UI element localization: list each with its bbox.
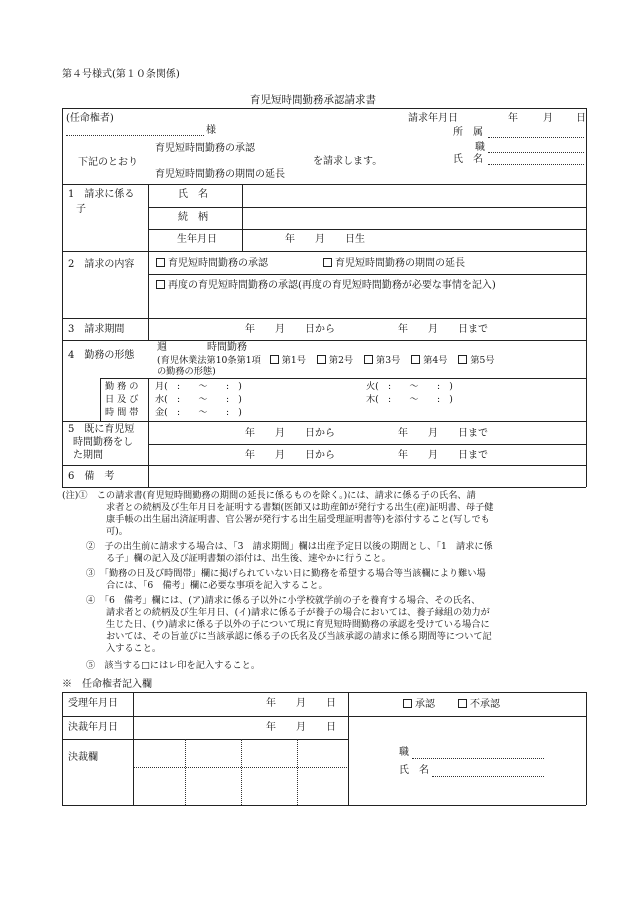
go2-option[interactable]: [317, 355, 353, 366]
schedule-friday[interactable]: 金( : 〜 : ): [155, 407, 242, 418]
child-relation-field[interactable]: [243, 208, 585, 228]
law-suffix: の勤務の形態): [157, 366, 216, 377]
appointer-post-label: 職: [399, 747, 409, 758]
year-label: 年: [508, 113, 518, 124]
go3-option[interactable]: [364, 355, 400, 366]
checkbox-extension-label: 育児短時間勤務の期間の延長: [335, 258, 465, 269]
note-4-line2: 請求者との続柄及び生年月日、(イ)請求に係る子が養子の場合においては、養子縁組の効力が: [106, 607, 490, 618]
note-4-line5: 入すること。: [106, 643, 162, 654]
section2-label: 2 請求の内容: [68, 259, 135, 270]
checkbox-extension[interactable]: [323, 258, 465, 269]
past-period-2-to[interactable]: 年 月 日まで: [398, 450, 488, 461]
checkbox-icon[interactable]: [403, 699, 412, 708]
law-prefix: (育児休業法第10条第1項: [157, 355, 261, 366]
sama-label: 様: [206, 125, 216, 136]
period-to[interactable]: 年 月 日まで: [398, 324, 488, 335]
go3-label: 第3号: [376, 355, 401, 366]
appointer-name-field[interactable]: [432, 776, 544, 777]
go5-option[interactable]: [458, 355, 494, 366]
schedule-label-1: 勤 務 の: [105, 381, 139, 392]
affiliation-label: 所 属: [453, 127, 483, 138]
appointer-name-label: 氏 名: [399, 765, 429, 776]
received-date-label: 受理年月日: [68, 698, 118, 709]
checkbox-icon[interactable]: [458, 699, 467, 708]
past-period-2-from[interactable]: 年 月 日から: [245, 450, 335, 461]
remarks-field[interactable]: [149, 466, 585, 486]
section1-label: 1 請求に係る: [68, 189, 135, 200]
child-dob-label: 生年月日: [177, 234, 217, 245]
note-1-line2: 求者との続柄及び生年月日を証明する書類(医師又は助産師が発行する出生(産)証明書、母子健: [106, 502, 494, 513]
child-name-field[interactable]: [243, 185, 585, 206]
schedule-label-3: 時 間 帯: [105, 407, 139, 418]
month-label: 月: [543, 113, 553, 124]
appointer-post-field[interactable]: [412, 758, 544, 759]
section1-label-2: 子: [76, 204, 86, 215]
go5-label: 第5号: [470, 355, 495, 366]
checkbox-icon[interactable]: [411, 355, 420, 364]
checkbox-again[interactable]: [156, 280, 496, 291]
post-field[interactable]: [488, 152, 584, 153]
child-relation-label: 続 柄: [178, 212, 208, 223]
post-label: 職: [475, 142, 485, 153]
disapprove-label: 不承認: [470, 699, 500, 710]
section5-label-1: 5 既に育児短: [68, 424, 135, 435]
day-label: 日: [576, 113, 586, 124]
note-4-line4: おいては、その旨並びに当該承認に係る子の氏名及び当該承認の請求に係る期間等について記: [106, 631, 492, 642]
option-approval[interactable]: 育児短時間勤務の承認: [155, 143, 255, 154]
go1-option[interactable]: [270, 355, 306, 366]
schedule-thursday[interactable]: 木( : 〜 : ): [366, 394, 453, 405]
go1-label: 第1号: [281, 355, 306, 366]
note-2: ② 子の出生前に請求する場合は、「3 請求期間」欄は出産予定日以後の期間とし、「1 請求に係: [86, 541, 493, 552]
note-1: (注)① この請求書(育児短時間勤務の期間の延長に係るものを除く。)には、請求に係る子の氏名、請: [62, 490, 476, 501]
child-dob-value[interactable]: 年 月 日生: [285, 234, 365, 245]
note-1-line3: 康手帳の出生届出済証明書、官公署が発行する出生届受理証明書等)を添付すること(写しでも: [106, 514, 490, 525]
section6-label: 6 備 考: [68, 471, 115, 482]
note-5: ⑤ 該当する□にはレ印を記入すること。: [86, 660, 261, 671]
section5-label-2: 時間勤務をし: [73, 437, 133, 448]
schedule-wednesday[interactable]: 水( : 〜 : ): [155, 394, 242, 405]
go4-label: 第4号: [423, 355, 448, 366]
form-title: 育児短時間勤務承認請求書: [250, 94, 376, 106]
request-suffix: を請求します。: [313, 156, 383, 167]
law-line: [157, 355, 495, 365]
decision-date-label: 決裁年月日: [68, 722, 118, 733]
request-date-label: 請求年月日: [408, 113, 458, 124]
disapprove-option[interactable]: [458, 699, 500, 710]
checkbox-icon[interactable]: [458, 355, 467, 364]
name-field[interactable]: [488, 164, 584, 165]
checkbox-approval[interactable]: [156, 258, 268, 269]
appointer-label: (任命権者): [66, 113, 114, 124]
section3-label: 3 請求期間: [68, 324, 125, 335]
go4-option[interactable]: [411, 355, 447, 366]
note-3-line2: 合には、「6 備考」欄に必要な事項を記入すること。: [106, 580, 328, 591]
checkbox-again-label: 再度の育児短時間勤務の承認(再度の育児短時間勤務が必要な事情を記入): [168, 280, 496, 291]
appointer-heading: ※ 任命権者記入欄: [62, 679, 152, 690]
option-extension[interactable]: 育児短時間勤務の期間の延長: [155, 169, 285, 180]
affiliation-field[interactable]: [488, 137, 584, 138]
checkbox-approval-label: 育児短時間勤務の承認: [168, 258, 268, 269]
following-label: 下記のとおり: [78, 157, 138, 168]
section4-label: 4 勤務の形態: [68, 350, 135, 361]
decision-date-value[interactable]: 年 月 日: [266, 722, 336, 733]
schedule-monday[interactable]: 月( : 〜 : ): [155, 381, 242, 392]
note-4-line3: 生じた日、(ウ)請求に係る子以外の子について現に育児短時間勤務の承認を受けている場合に: [106, 619, 490, 630]
name-label: 氏 名: [453, 154, 483, 165]
schedule-label-2: 日 及 び: [105, 394, 139, 405]
checkbox-icon[interactable]: [364, 355, 373, 364]
period-from[interactable]: 年 月 日から: [245, 324, 335, 335]
approval-stamp-label: 決裁欄: [68, 752, 98, 763]
note-2-line2: る子」欄の記入及び証明書類の添付は、出生後、速やかに行うこと。: [106, 553, 391, 564]
schedule-tuesday[interactable]: 火( : 〜 : ): [366, 381, 453, 392]
form-number: 第４号様式(第１０条関係): [62, 69, 180, 80]
checkbox-icon[interactable]: [156, 280, 165, 289]
approve-label: 承認: [415, 699, 435, 710]
checkbox-icon[interactable]: [317, 355, 326, 364]
weekly-hours[interactable]: 週 時間勤務: [157, 342, 247, 353]
approve-option[interactable]: [403, 699, 435, 710]
past-period-1-from[interactable]: 年 月 日から: [245, 428, 335, 439]
go2-label: 第2号: [328, 355, 354, 366]
checkbox-icon[interactable]: [270, 355, 279, 364]
section5-label-3: た期間: [73, 450, 103, 461]
checkbox-icon[interactable]: [156, 258, 165, 267]
received-date-value[interactable]: 年 月 日: [266, 698, 336, 709]
note-4: ④ 「6 備考」欄には、(ア)請求に係る子以外に小学校就学前の子を養育する場合、その氏名、: [86, 595, 481, 606]
child-name-label: 氏 名: [178, 189, 208, 200]
note-1-line4: 可)。: [106, 526, 128, 537]
past-period-1-to[interactable]: 年 月 日まで: [398, 428, 488, 439]
checkbox-icon[interactable]: [323, 258, 332, 267]
note-3: ③ 「勤務の日及び時間帯」欄に掲げられていない日に勤務を希望する場合等当該欄により難い場: [86, 568, 486, 579]
